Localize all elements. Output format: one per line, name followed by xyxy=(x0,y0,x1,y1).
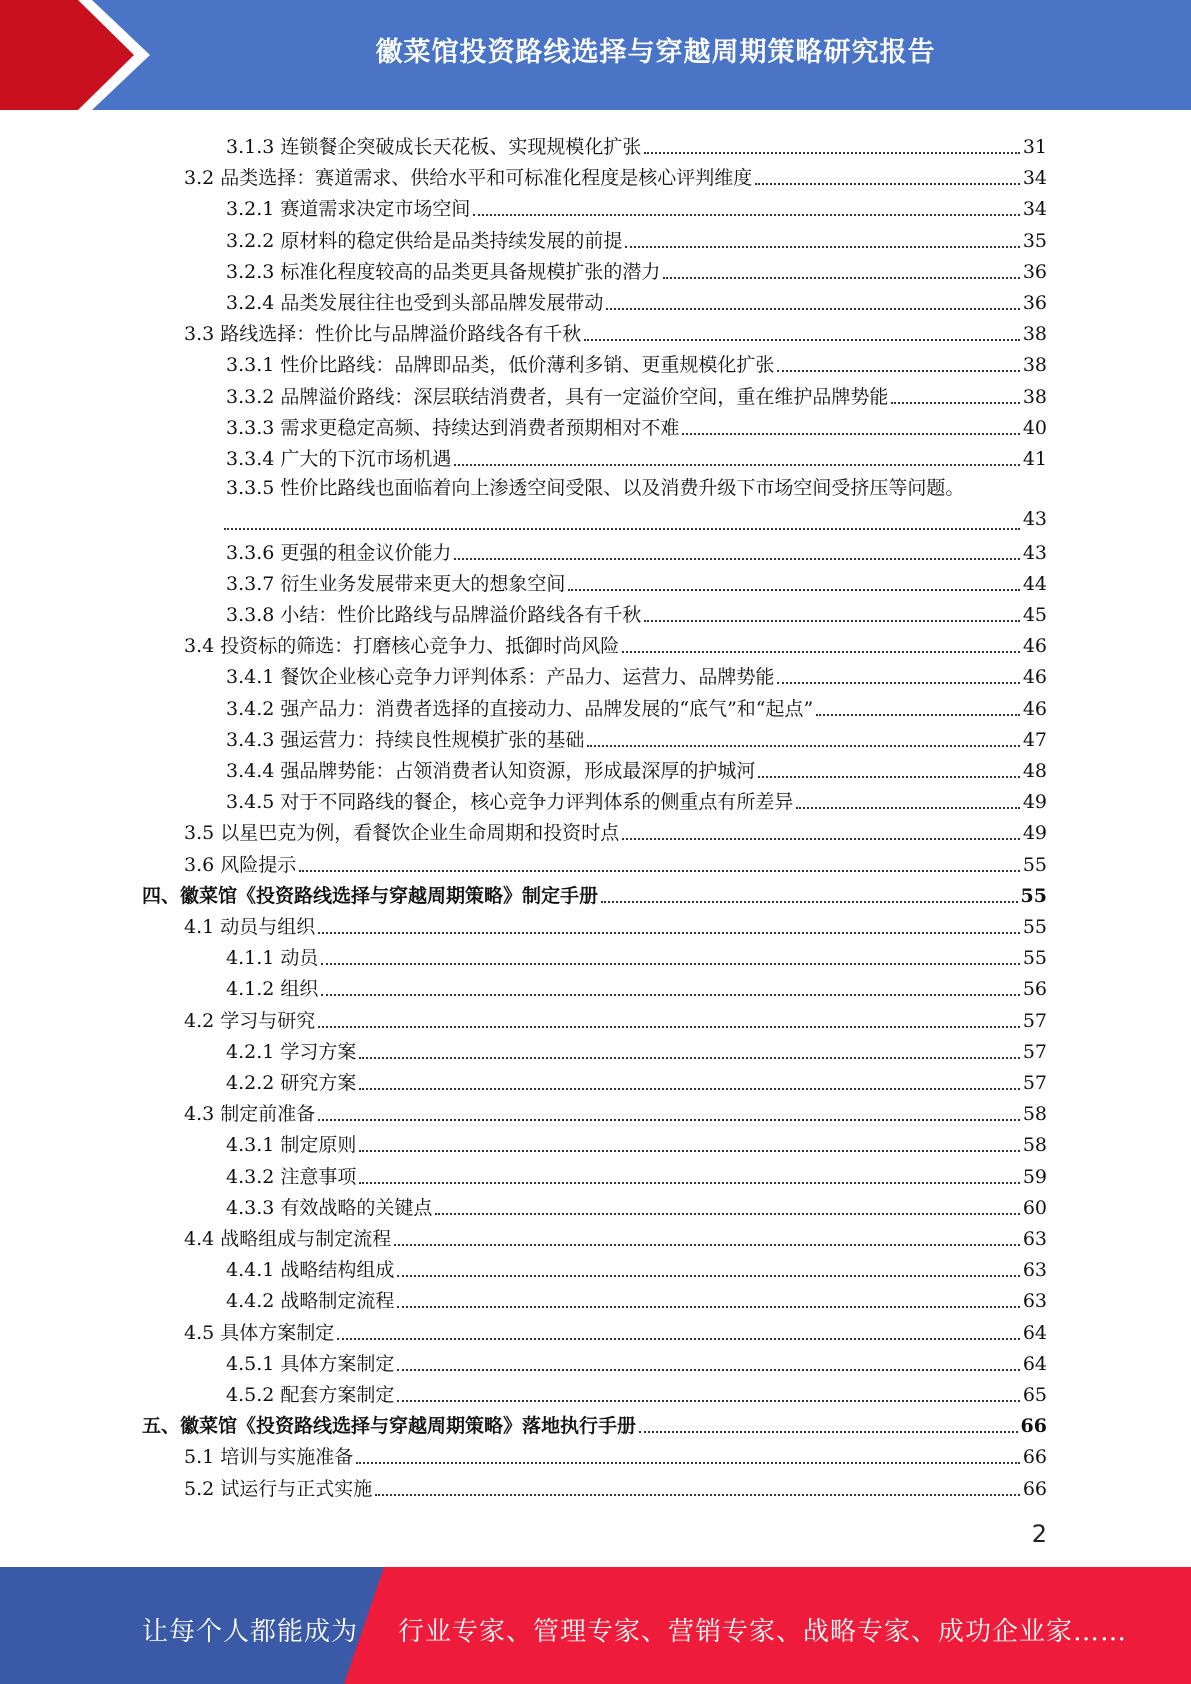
toc-entry[interactable] xyxy=(226,284,1047,315)
toc-entry[interactable] xyxy=(184,159,1047,190)
toc-entry-page: 60 xyxy=(1022,1196,1047,1219)
toc-entry[interactable] xyxy=(226,128,1047,159)
toc-entry-page: 35 xyxy=(1022,229,1047,252)
toc-entry-label: 4.5.1 具体方案制定 xyxy=(226,1352,395,1375)
toc-entry-label: 5.1 培训与实施准备 xyxy=(184,1446,354,1469)
toc-dot-leader xyxy=(397,1306,1019,1308)
toc-entry[interactable] xyxy=(226,970,1047,1001)
toc-entry-label: 3.3.6 更强的租金议价能力 xyxy=(226,541,452,564)
toc-entry-page: 63 xyxy=(1022,1228,1047,1250)
toc-entry[interactable] xyxy=(226,752,1047,783)
toc-entry-label: 4.4 战略组成与制定流程 xyxy=(184,1228,392,1250)
toc-entry[interactable] xyxy=(226,690,1047,721)
toc-dot-leader xyxy=(454,464,1019,466)
toc-entry-label: 4.2.1 学习方案 xyxy=(226,1040,357,1063)
toc-dot-leader xyxy=(397,1275,1019,1277)
toc-entry-label: 3.4.2 强产品力：消费者选择的直接动力、品牌发展的“底气”和“起点” xyxy=(226,697,814,720)
toc-entry-label: 五、徽菜馆《投资路线选择与穿越周期策略》落地执行手册 xyxy=(142,1415,637,1438)
page-number: 2 xyxy=(1031,1520,1047,1548)
toc-dot-leader xyxy=(359,1182,1019,1184)
toc-dot-leader xyxy=(473,214,1019,216)
toc-entry-page: 64 xyxy=(1022,1321,1047,1344)
toc-entry-page: 43 xyxy=(1022,508,1047,531)
toc-entry-label: 3.4 投资标的筛选：打磨核心竞争力、抵御时尚风险 xyxy=(184,635,620,658)
toc-entry-page: 34 xyxy=(1022,198,1047,221)
toc-entry-label: 4.1.2 组织 xyxy=(226,978,319,1001)
toc-entry[interactable] xyxy=(226,409,1047,440)
toc-entry-page: 58 xyxy=(1022,1103,1047,1126)
toc-entry[interactable] xyxy=(184,1314,1047,1345)
toc-dot-leader xyxy=(356,1462,1020,1464)
toc-entry-label: 4.3.3 有效战略的关键点 xyxy=(226,1196,433,1219)
toc-entry-label: 4.4.2 战略制定流程 xyxy=(226,1290,395,1313)
toc-dot-leader xyxy=(755,183,1020,185)
toc-entry-page: 40 xyxy=(1022,416,1047,439)
toc-entry-page: 41 xyxy=(1022,448,1047,470)
toc-entry[interactable] xyxy=(226,1345,1047,1376)
toc-entry-label: 4.2.2 研究方案 xyxy=(226,1072,357,1094)
toc-entry-label: 4.5.2 配套方案制定 xyxy=(226,1384,395,1406)
toc-dot-leader xyxy=(397,1369,1019,1371)
toc-entry-page: 47 xyxy=(1022,728,1047,751)
toc-entry[interactable] xyxy=(226,1376,1047,1407)
toc-entry-label: 3.6 风险提示 xyxy=(184,853,297,876)
toc-dot-leader xyxy=(891,402,1019,404)
toc-entry-page: 46 xyxy=(1022,635,1047,658)
toc-dot-leader xyxy=(568,589,1019,591)
toc-entry[interactable] xyxy=(226,1158,1047,1189)
toc-dot-leader xyxy=(318,932,1020,934)
toc-entry-label: 4.3 制定前准备 xyxy=(184,1103,316,1126)
toc-entry[interactable] xyxy=(226,222,1047,253)
toc-entry-label: 4.5 具体方案制定 xyxy=(184,1321,335,1344)
toc-entry-label: 3.3.5 性价比路线也面临着向上渗透空间受限、以及消费升级下市场空间受挤压等问题。 xyxy=(226,477,965,500)
toc-entry-page: 36 xyxy=(1022,292,1047,314)
toc-entry-page: 57 xyxy=(1022,1009,1047,1032)
toc-dot-leader xyxy=(318,1119,1020,1121)
toc-dot-leader xyxy=(777,682,1019,684)
toc-entry-label: 3.4.1 餐饮企业核心竞争力评判体系：产品力、运营力、品牌势能 xyxy=(226,666,775,689)
toc-entry-label: 5.2 试运行与正式实施 xyxy=(184,1477,373,1500)
footer-slogan-right: 行业专家、管理专家、营销专家、战略专家、成功企业家…… xyxy=(398,1617,1128,1647)
toc-entry-page: 63 xyxy=(1022,1259,1047,1282)
toc-entry-page: 66 xyxy=(1022,1446,1047,1469)
toc-entry-page: 55 xyxy=(1020,884,1047,907)
toc-entry[interactable] xyxy=(226,473,1047,535)
toc-dot-leader xyxy=(622,651,1020,653)
toc-entry-label: 3.3 路线选择：性价比与品牌溢价路线各有千秋 xyxy=(184,323,582,346)
toc-chapter-entry[interactable] xyxy=(142,1407,1047,1438)
toc-entry-page: 57 xyxy=(1022,1040,1047,1063)
toc-entry[interactable] xyxy=(226,939,1047,970)
toc-entry-label: 3.2.2 原材料的稳定供给是品类持续发展的前提 xyxy=(226,229,623,252)
toc-entry[interactable] xyxy=(226,1126,1047,1157)
toc-entry-label: 3.3.1 性价比路线：品牌即品类，低价薄利多销、更重规模化扩张 xyxy=(226,354,775,377)
toc-dot-leader xyxy=(318,1026,1020,1028)
toc-entry-label: 3.5 以星巴克为例，看餐饮企业生命周期和投资时点 xyxy=(184,822,620,845)
toc-dot-leader xyxy=(625,246,1019,248)
footer-slogan-left: 让每个人都能成为 xyxy=(142,1617,359,1647)
toc-entry[interactable] xyxy=(226,534,1047,565)
toc-dot-leader xyxy=(359,1088,1019,1090)
toc-entry[interactable] xyxy=(226,346,1047,377)
toc-dot-leader xyxy=(337,1338,1020,1340)
toc-entry-page: 34 xyxy=(1022,167,1047,190)
toc-dot-leader xyxy=(299,870,1020,872)
toc-dot-leader xyxy=(644,152,1019,154)
toc-dot-leader xyxy=(796,807,1019,809)
toc-entry-label: 4.2 学习与研究 xyxy=(184,1009,316,1032)
toc-entry-page: 36 xyxy=(1022,260,1047,283)
toc-dot-leader xyxy=(816,714,1020,716)
toc-entry-label: 4.1.1 动员 xyxy=(226,947,319,970)
toc-entry-page: 48 xyxy=(1022,760,1047,782)
page-footer xyxy=(0,1567,1191,1684)
report-title: 徽菜馆投资路线选择与穿越周期策略研究报告 xyxy=(375,37,936,68)
toc-dot-leader xyxy=(359,1057,1019,1059)
toc-entry[interactable] xyxy=(184,814,1047,845)
toc-dot-leader xyxy=(375,1494,1020,1496)
toc-entry[interactable] xyxy=(184,1470,1047,1501)
toc-entry[interactable] xyxy=(226,253,1047,284)
toc-dot-leader xyxy=(435,1213,1019,1215)
toc-dot-leader xyxy=(777,370,1019,372)
toc-entry-page: 55 xyxy=(1022,947,1047,970)
toc-dot-leader xyxy=(601,901,1018,903)
toc-entry-page: 38 xyxy=(1022,354,1047,377)
toc-dot-leader xyxy=(622,838,1020,840)
toc-entry-page: 57 xyxy=(1022,1072,1047,1094)
toc-entry-label: 4.3.2 注意事项 xyxy=(226,1165,357,1188)
toc-entry-page: 63 xyxy=(1022,1290,1047,1313)
toc-entry-label: 3.2 品类选择：赛道需求、供给水平和可标准化程度是核心评判维度 xyxy=(184,167,753,190)
toc-entry-label: 四、徽菜馆《投资路线选择与穿越周期策略》制定手册 xyxy=(142,884,599,907)
toc-entry[interactable] xyxy=(226,440,1047,471)
toc-entry[interactable] xyxy=(226,565,1047,596)
toc-entry-page: 58 xyxy=(1022,1134,1047,1157)
toc-entry-label: 3.4.5 对于不同路线的餐企，核心竞争力评判体系的侧重点有所差异 xyxy=(226,791,794,814)
toc-entry-label: 3.2.3 标准化程度较高的品类更具备规模扩张的潜力 xyxy=(226,260,661,283)
toc-dot-leader xyxy=(394,1244,1020,1246)
toc-entry-page: 31 xyxy=(1022,136,1047,158)
toc-entry[interactable] xyxy=(184,627,1047,658)
toc-entry[interactable] xyxy=(184,1220,1047,1251)
toc-entry-page: 45 xyxy=(1022,604,1047,626)
page-header xyxy=(0,0,1191,110)
toc-entry-page: 66 xyxy=(1020,1415,1047,1438)
toc-dot-leader xyxy=(682,433,1019,435)
toc-entry[interactable] xyxy=(184,1438,1047,1469)
toc-dot-leader xyxy=(224,528,1020,530)
toc-dot-leader xyxy=(587,745,1019,747)
toc-entry-page: 46 xyxy=(1022,697,1047,720)
toc-entry-page: 46 xyxy=(1022,666,1047,689)
toc-entry[interactable] xyxy=(226,1064,1047,1095)
toc-entry[interactable] xyxy=(184,1002,1047,1033)
toc-entry-label: 3.4.4 强品牌势能：占领消费者认知资源，形成最深厚的护城河 xyxy=(226,760,756,782)
toc-entry-label: 3.3.7 衍生业务发展带来更大的想象空间 xyxy=(226,572,566,595)
toc-entry-label: 3.3.2 品牌溢价路线：深层联结消费者，具有一定溢价空间，重在维护品牌势能 xyxy=(226,385,889,408)
toc-dot-leader xyxy=(454,558,1019,560)
toc-entry-page: 66 xyxy=(1022,1477,1047,1500)
toc-entry-label: 3.2.1 赛道需求决定市场空间 xyxy=(226,198,471,221)
toc-entry-page: 64 xyxy=(1022,1352,1047,1375)
toc-entry-label: 3.2.4 品类发展往往也受到头部品牌发展带动 xyxy=(226,292,604,314)
toc-dot-leader xyxy=(584,339,1020,341)
toc-entry-page: 38 xyxy=(1022,323,1047,346)
toc-entry-page: 55 xyxy=(1022,916,1047,938)
toc-dot-leader xyxy=(397,1400,1019,1402)
toc-dot-leader xyxy=(639,1431,1018,1433)
toc-entry-label: 3.3.8 小结：性价比路线与品牌溢价路线各有千秋 xyxy=(226,604,642,626)
toc-entry[interactable] xyxy=(226,596,1047,627)
toc-entry-page: 43 xyxy=(1022,541,1047,564)
toc-entry-page: 65 xyxy=(1022,1384,1047,1406)
toc-entry-label: 4.4.1 战略结构组成 xyxy=(226,1259,395,1282)
toc-entry[interactable] xyxy=(184,846,1047,877)
toc-entry-page: 49 xyxy=(1022,822,1047,845)
toc-entry[interactable] xyxy=(226,1033,1047,1064)
toc-dot-leader xyxy=(321,994,1019,996)
toc-entry-page: 38 xyxy=(1022,385,1047,408)
toc-dot-leader xyxy=(321,963,1019,965)
toc-dot-leader xyxy=(663,277,1019,279)
toc-entry[interactable] xyxy=(226,1251,1047,1282)
toc-chapter-entry[interactable] xyxy=(142,877,1047,908)
toc-entry[interactable] xyxy=(184,1095,1047,1126)
toc-entry[interactable] xyxy=(184,908,1047,939)
toc-entry[interactable] xyxy=(226,721,1047,752)
toc-entry-page: 59 xyxy=(1022,1165,1047,1188)
toc-entry[interactable] xyxy=(226,1282,1047,1313)
toc-dot-leader xyxy=(359,1150,1019,1152)
toc-entry[interactable] xyxy=(226,783,1047,814)
toc-entry-page: 55 xyxy=(1022,853,1047,876)
toc-entry-label: 4.1 动员与组织 xyxy=(184,916,316,938)
toc-entry-label: 3.3.3 需求更稳定高频、持续达到消费者预期相对不难 xyxy=(226,416,680,439)
toc-dot-leader xyxy=(644,620,1019,622)
toc-dot-leader xyxy=(758,776,1019,778)
toc-entry-label: 3.3.4 广大的下沉市场机遇 xyxy=(226,448,452,470)
toc-entry-page: 56 xyxy=(1022,978,1047,1001)
toc-entry-label: 4.3.1 制定原则 xyxy=(226,1134,357,1157)
toc-entry[interactable] xyxy=(184,315,1047,346)
toc-dot-leader xyxy=(606,308,1019,310)
toc-entry[interactable] xyxy=(226,378,1047,409)
toc-entry-page: 49 xyxy=(1022,791,1047,814)
toc-entry[interactable] xyxy=(226,658,1047,689)
toc-entry-label: 3.4.3 强运营力：持续良性规模扩张的基础 xyxy=(226,728,585,751)
toc-entry[interactable] xyxy=(226,1189,1047,1220)
toc-entry[interactable] xyxy=(226,190,1047,221)
toc-entry-page: 44 xyxy=(1022,572,1047,595)
toc-entry-label: 3.1.3 连锁餐企突破成长天花板、实现规模化扩张 xyxy=(226,136,642,158)
